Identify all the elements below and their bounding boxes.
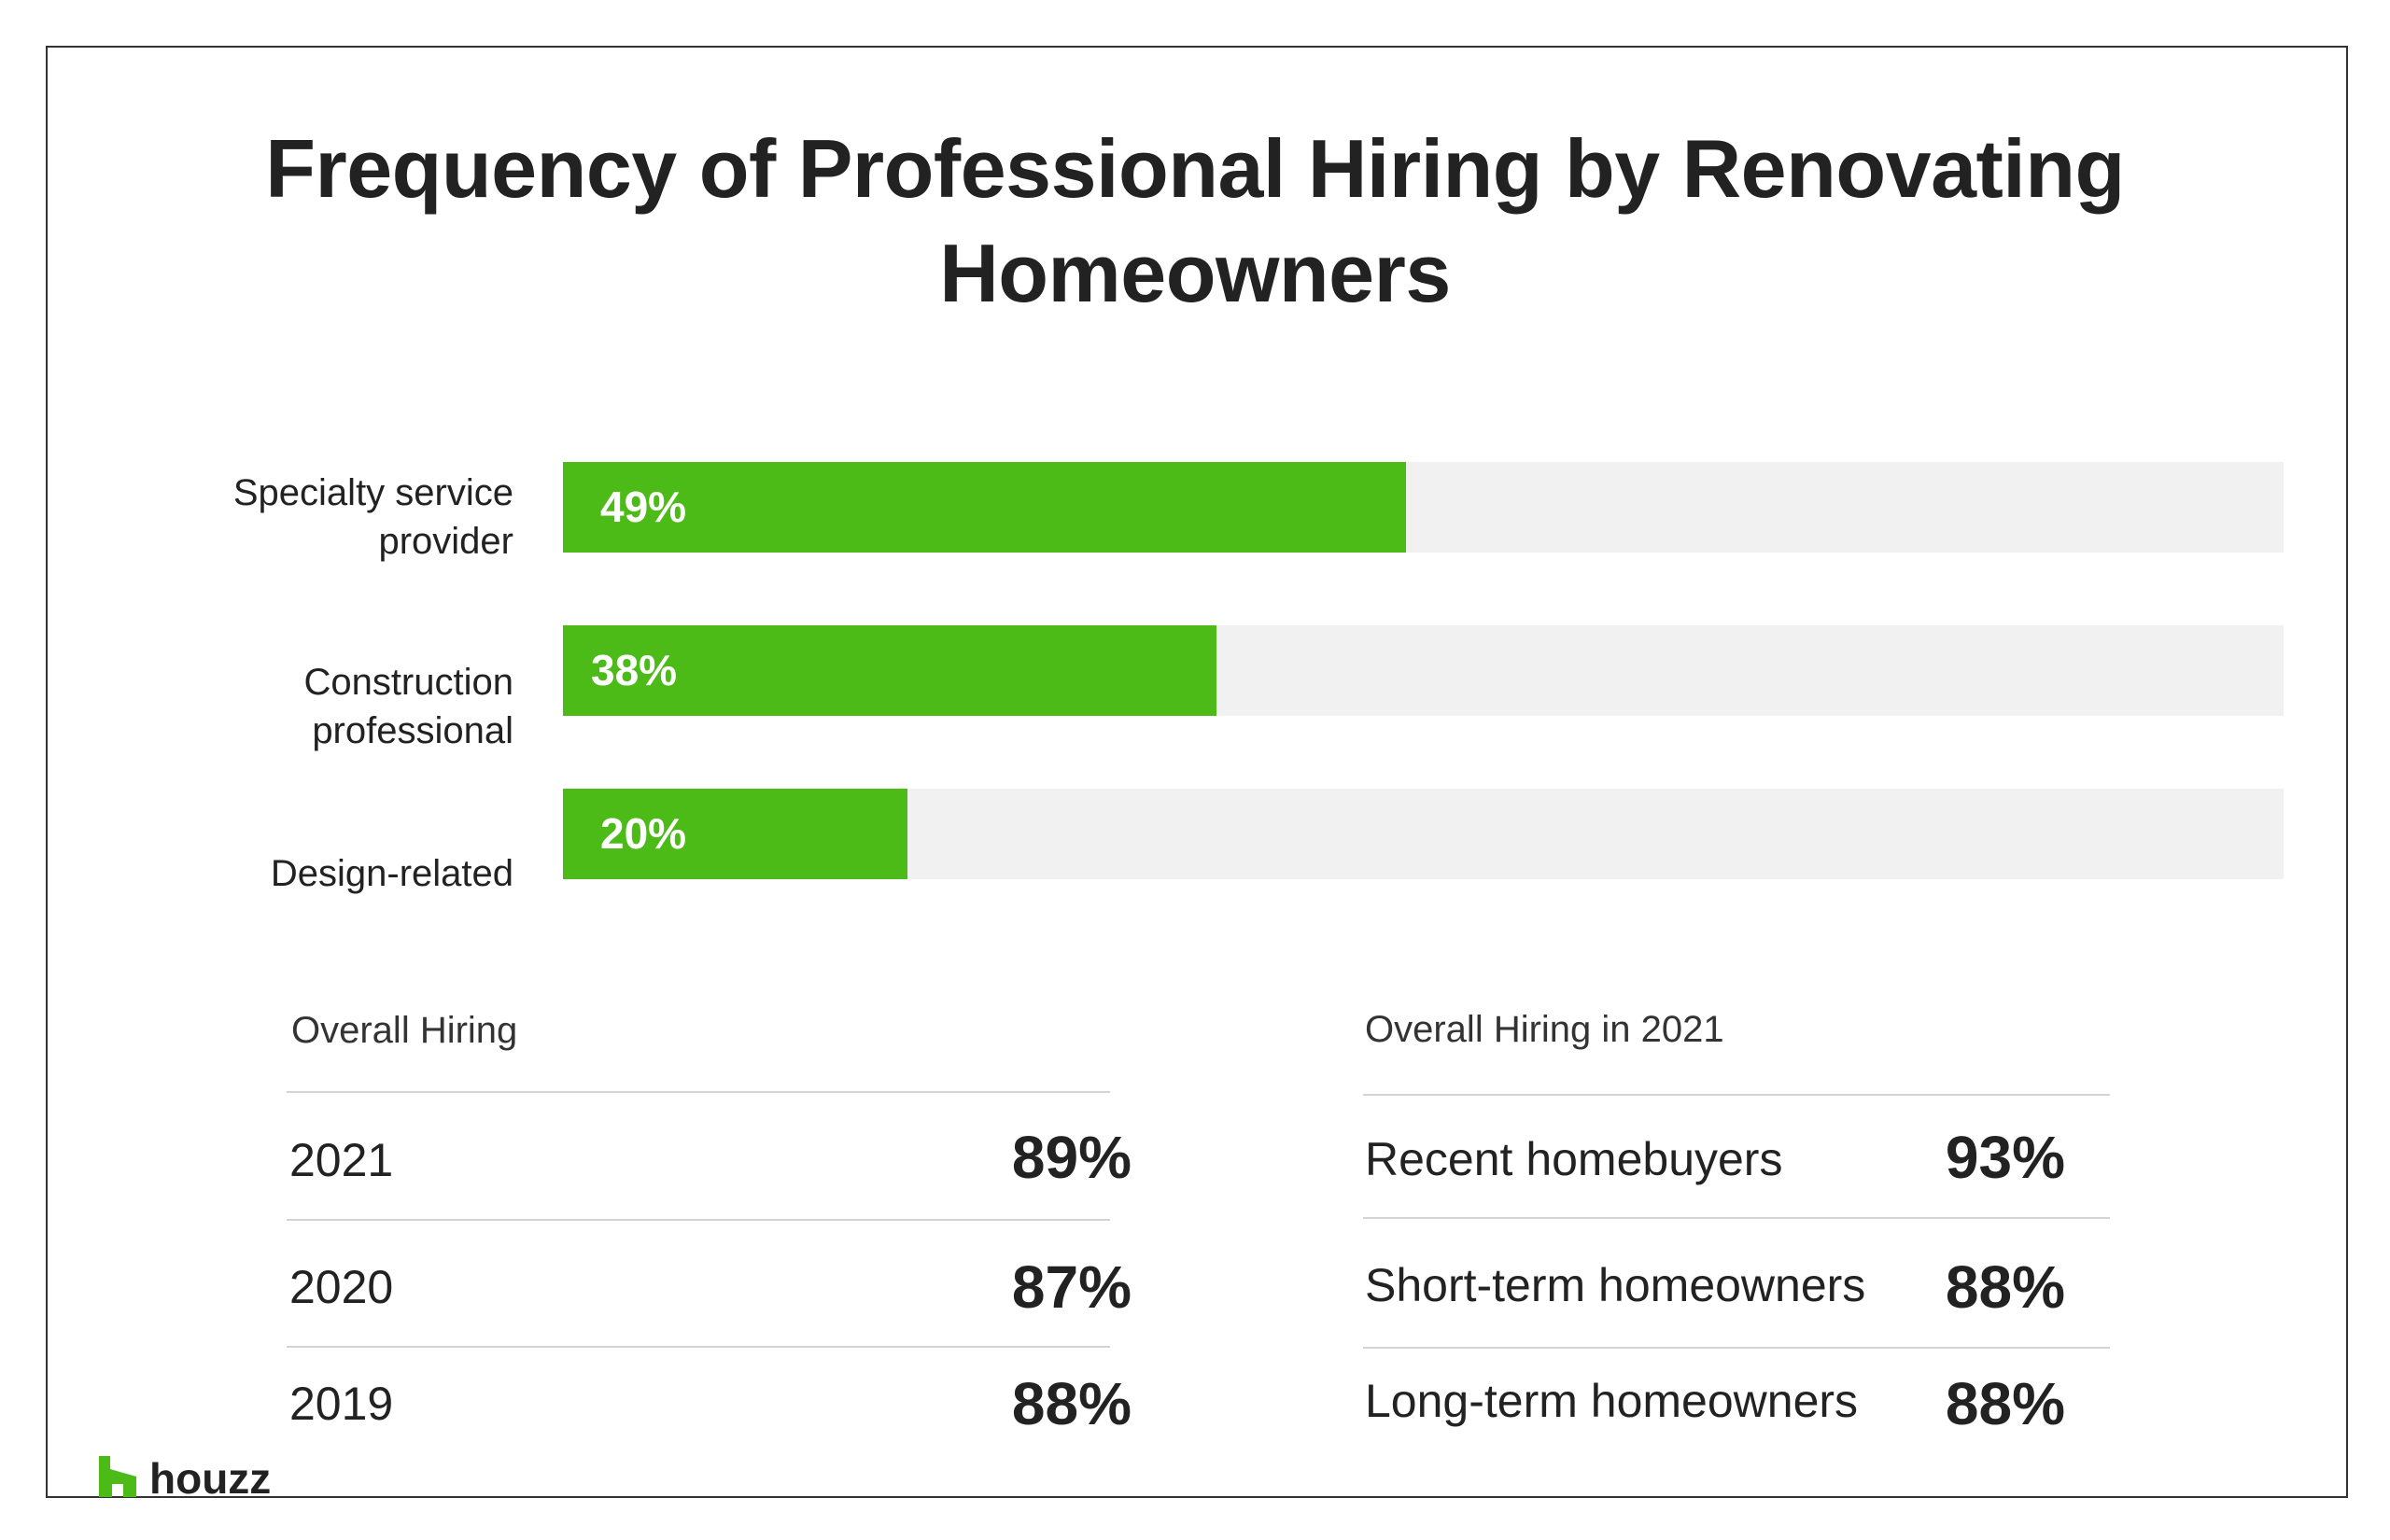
bar-value-label: 38% bbox=[591, 646, 678, 694]
bar-category-label-line: Specialty service bbox=[232, 472, 513, 513]
title-line-1: Frequency of Professional Hiring by Renovating bbox=[265, 122, 2125, 215]
divider bbox=[287, 1219, 1110, 1221]
houzz-logo-icon bbox=[99, 1456, 136, 1497]
table-row-value: 88% bbox=[1945, 1370, 2065, 1437]
houzz-logo bbox=[99, 1454, 272, 1503]
divider bbox=[1363, 1217, 2110, 1219]
bar-category-label-line: Design-related bbox=[270, 853, 513, 894]
table-row-value: 89% bbox=[1011, 1124, 1132, 1191]
bar-track bbox=[563, 462, 2284, 553]
table-row-label: 2021 bbox=[289, 1134, 394, 1186]
divider bbox=[287, 1091, 1110, 1093]
table-row-label: Short-term homeowners bbox=[1365, 1259, 1866, 1311]
table-row-value: 87% bbox=[1011, 1253, 1132, 1321]
bar-value-label: 49% bbox=[600, 483, 687, 531]
bar-category-label-line: Construction bbox=[303, 662, 513, 703]
bar-track bbox=[563, 625, 2284, 716]
bar-value-label: 20% bbox=[600, 809, 687, 858]
chart-title bbox=[187, 117, 2203, 326]
bar-category-label-line: professional bbox=[312, 710, 513, 751]
table-row-label: 2020 bbox=[289, 1261, 394, 1313]
title-line-2: Homeowners bbox=[939, 227, 1451, 319]
bar-category-label bbox=[121, 658, 513, 755]
table-row-label: Recent homebuyers bbox=[1365, 1133, 1783, 1185]
bar-track bbox=[563, 789, 2284, 879]
divider bbox=[287, 1346, 1110, 1348]
divider bbox=[1363, 1347, 2110, 1349]
brand-name: houzz bbox=[149, 1454, 272, 1503]
bar-category-label bbox=[121, 849, 513, 898]
bar-category-label-line: provider bbox=[378, 521, 513, 562]
divider bbox=[1363, 1094, 2110, 1096]
table-row-label: 2019 bbox=[289, 1378, 394, 1430]
table-row-value: 88% bbox=[1011, 1370, 1132, 1437]
bar-category-label bbox=[121, 469, 513, 566]
table-header: Overall Hiring bbox=[291, 1010, 518, 1051]
bar bbox=[563, 462, 1406, 553]
table-row-value: 93% bbox=[1945, 1124, 2065, 1191]
table-header: Overall Hiring in 2021 bbox=[1365, 1009, 1724, 1050]
table-row-label: Long-term homeowners bbox=[1365, 1375, 1859, 1427]
table-row-value: 88% bbox=[1945, 1253, 2065, 1321]
